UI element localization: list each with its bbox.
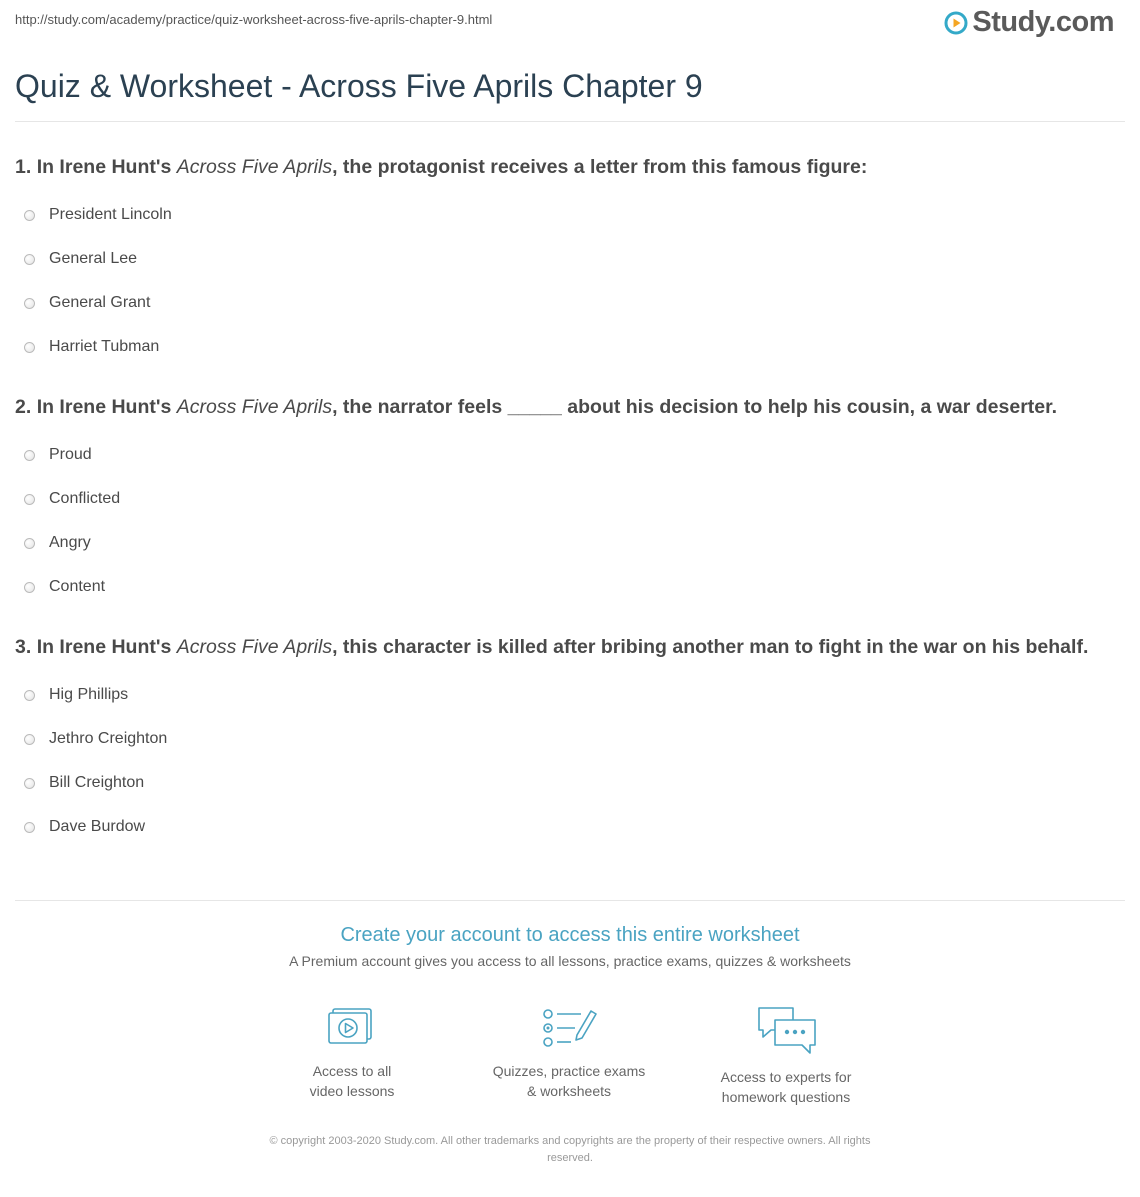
feature-label: Access to all video lessons bbox=[309, 1063, 395, 1099]
answer-option[interactable]: Jethro Creighton bbox=[15, 717, 1105, 761]
question-2 bbox=[15, 393, 1105, 609]
question-3 bbox=[15, 633, 1105, 849]
radio-icon[interactable] bbox=[24, 822, 35, 833]
feature-video-lessons bbox=[252, 1005, 452, 1101]
answer-options bbox=[15, 433, 1105, 609]
radio-icon[interactable] bbox=[24, 538, 35, 549]
radio-icon[interactable] bbox=[24, 734, 35, 745]
chat-bubbles-icon bbox=[753, 1005, 819, 1057]
radio-icon[interactable] bbox=[24, 450, 35, 461]
question-text: 3. In Irene Hunt's Across Five Aprils, this character is killed after bribing another man to fight in the war on his behalf. bbox=[15, 636, 1089, 658]
answer-options bbox=[15, 193, 1105, 369]
study-logo[interactable] bbox=[944, 6, 1114, 39]
cta-subtitle: A Premium account gives you access to all lessons, practice exams, quizzes & worksheets bbox=[289, 953, 851, 969]
feature-experts bbox=[686, 1005, 886, 1107]
radio-icon[interactable] bbox=[24, 582, 35, 593]
feature-quizzes bbox=[469, 1005, 669, 1101]
answer-option[interactable]: General Grant bbox=[15, 281, 1105, 325]
answer-option[interactable]: Harriet Tubman bbox=[15, 325, 1105, 369]
radio-icon[interactable] bbox=[24, 210, 35, 221]
question-text: 2. In Irene Hunt's Across Five Aprils, the narrator feels _____ about his decision to help his cousin, a war deserter. bbox=[15, 396, 1058, 418]
radio-icon[interactable] bbox=[24, 494, 35, 505]
video-lessons-icon bbox=[324, 1005, 380, 1051]
radio-icon[interactable] bbox=[24, 690, 35, 701]
feature-label: Access to experts for homework questions bbox=[720, 1069, 852, 1105]
logo-text: Study.com bbox=[972, 6, 1114, 38]
copyright-notice: © copyright 2003-2020 Study.com. All other trademarks and copyrights are the property of their respective owners. All rights reserved. bbox=[269, 1135, 871, 1164]
question-text: 1. In Irene Hunt's Across Five Aprils, the protagonist receives a letter from this famous figure: bbox=[15, 156, 868, 178]
radio-icon[interactable] bbox=[24, 254, 35, 265]
title-divider bbox=[15, 121, 1125, 122]
cta-divider bbox=[15, 900, 1125, 901]
answer-option[interactable]: Conflicted bbox=[15, 477, 1105, 521]
answer-options bbox=[15, 673, 1105, 849]
radio-icon[interactable] bbox=[24, 778, 35, 789]
radio-icon[interactable] bbox=[24, 298, 35, 309]
feature-label: Quizzes, practice exams & worksheets bbox=[492, 1063, 646, 1099]
page-title: Quiz & Worksheet - Across Five Aprils Chapter 9 bbox=[15, 68, 703, 104]
play-circle-icon bbox=[944, 11, 968, 35]
answer-option[interactable]: Bill Creighton bbox=[15, 761, 1105, 805]
question-1 bbox=[15, 153, 1105, 369]
answer-option[interactable]: General Lee bbox=[15, 237, 1105, 281]
radio-icon[interactable] bbox=[24, 342, 35, 353]
quiz-checklist-icon bbox=[539, 1005, 599, 1051]
page-url: http://study.com/academy/practice/quiz-worksheet-across-five-aprils-chapter-9.html bbox=[15, 12, 493, 27]
answer-option[interactable]: Angry bbox=[15, 521, 1105, 565]
answer-option[interactable]: Dave Burdow bbox=[15, 805, 1105, 849]
answer-option[interactable]: Hig Phillips bbox=[15, 673, 1105, 717]
cta-title[interactable]: Create your account to access this entire worksheet bbox=[340, 924, 800, 946]
answer-option[interactable]: President Lincoln bbox=[15, 193, 1105, 237]
answer-option[interactable]: Content bbox=[15, 565, 1105, 609]
answer-option[interactable]: Proud bbox=[15, 433, 1105, 477]
signup-cta bbox=[0, 924, 1140, 969]
